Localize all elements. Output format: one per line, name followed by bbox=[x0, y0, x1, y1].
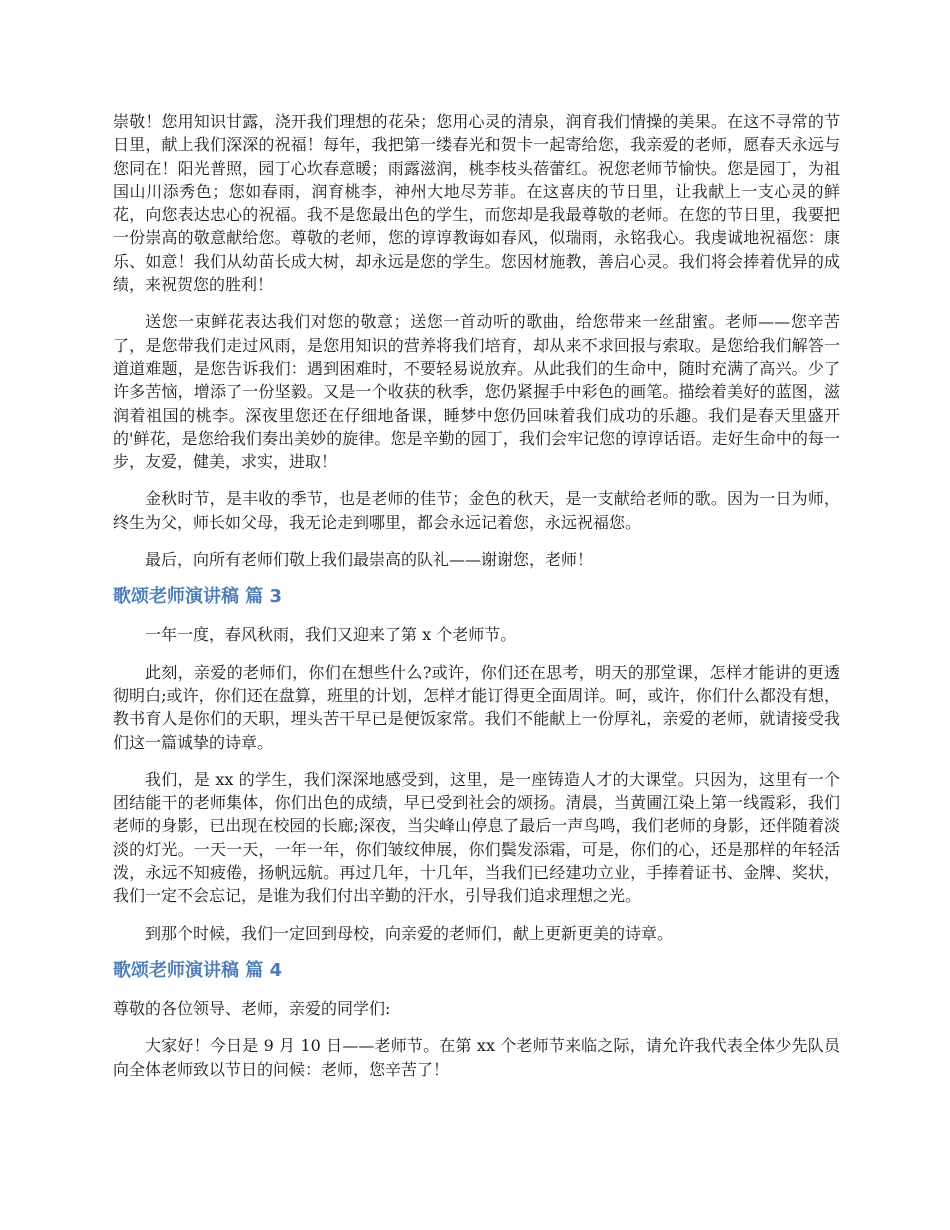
paragraph: 崇敬！您用知识甘露，浇开我们理想的花朵；您用心灵的清泉，润育我们情操的美果。在这不寻常的节日里，献上我们深深的祝福！每年，我把第一缕春光和贺卡一起寄给您，我亲爱的老师，愿春天永远与您同在！阳光普照，园丁心坎春意暖；雨露滋润，桃李枝头蓓蕾红。祝您老师节愉快。您是园丁，为祖国山川添秀色；您如春雨，润育桃李，神州大地尽芳菲。在这喜庆的节日里，让我献上一支心灵的鲜花，向您表达忠心的祝福。我不是您最出色的学生，而您却是我最尊敬的老师。在您的节日里，我要把一份崇高的敬意献给您。尊敬的老师，您的谆谆教诲如春风，似瑞雨，永铭我心。我虔诚地祝福您：康乐、如意！我们从幼苗长成大树，却永远是您的学生。您因材施教，善启心灵。我们将会捧着优异的成绩，来祝贺您的胜利！ bbox=[113, 112, 840, 295]
paragraph: 到那个时候，我们一定回到母校，向亲爱的老师们，献上更新更美的诗章。 bbox=[145, 923, 674, 943]
paragraph: 大家好！今日是 9 月 10 日——老师节。在第 xx 个老师节来临之际，请允许我代表全体少先队员向全体老师致以节日的问候：老师，您辛苦了！ bbox=[113, 1036, 840, 1079]
paragraph: 最后，向所有老师们敬上我们最崇高的队礼——谢谢您，老师！ bbox=[145, 550, 594, 570]
section-heading-4: 歌颂老师演讲稿 篇 4 bbox=[113, 959, 283, 981]
paragraph: 送您一束鲜花表达我们对您的敬意；送您一首动听的歌曲，给您带来一丝甜蜜。老师——您辛苦了，是您带我们走过风雨，是您用知识的营养将我们培育，却从来不求回报与索取。是您给我们解答一道道难题，是您告诉我们：遇到困难时，不要轻易说放弃。从此我们的生命中，随时充满了高兴。少了许多苦恼，增添了一份坚毅。又是一个收获的秋季，您仍紧握手中彩色的画笔。描绘着美好的蓝图，滋润着祖国的桃李。深夜里您还在仔细地备课，睡梦中您仍回味着我们成功的乐趣。我们是春天里盛开的'鲜花，是您给我们奏出美妙的旋律。您是辛勤的园丁，我们会牢记您的谆谆话语。走好生命中的每一步，友爱，健美，求实，进取！ bbox=[113, 312, 840, 472]
section-heading-3: 歌颂老师演讲稿 篇 3 bbox=[113, 586, 283, 608]
paragraph: 我们，是 xx 的学生，我们深深地感受到，这里，是一座铸造人才的大课堂。只因为，这里有一个团结能干的老师集体，你们出色的成绩，早已受到社会的颂扬。清晨，当黄圃江染上第一线霞彩，我们老师的身影，已出现在校园的长廊;深夜，当尖峰山停息了最后一声鸟鸣，我们老师的身影，还伴随着淡淡的灯光。一天一天，一年一年，你们皱纹伸展，你们鬓发添霜，可是，你们的心，还是那样的年轻活泼，永远不知疲倦，扬帆远航。再过几年，十几年，当我们已经建功立业，手捧着证书、金牌、奖状，我们一定不会忘记，是谁为我们付出辛勤的汗水，引导我们追求理想之光。 bbox=[113, 769, 840, 906]
paragraph: 此刻，亲爱的老师们，你们在想些什么?或许，你们还在思考，明天的那堂课，怎样才能讲的更透彻明白;或许，你们还在盘算，班里的计划，怎样才能订得更全面周详。呵，或许，你们什么都没有想，教书育人是你们的天职，埋头苦干早已是便饭家常。我们不能献上一份厚礼，亲爱的老师，就请接受我们这一篇诚挚的诗章。 bbox=[113, 662, 840, 752]
document-page bbox=[113, 110, 840, 1081]
paragraph: 金秋时节，是丰收的季节，也是老师的佳节；金色的秋天，是一支献给老师的歌。因为一日为师，终生为父，师长如父母，我无论走到哪里，都会永远记着您，永远祝福您。 bbox=[113, 489, 840, 532]
paragraph: 一年一度，春风秋雨，我们又迎来了第 x 个老师节。 bbox=[145, 625, 517, 645]
paragraph: 尊敬的各位领导、老师，亲爱的同学们: bbox=[113, 998, 391, 1018]
